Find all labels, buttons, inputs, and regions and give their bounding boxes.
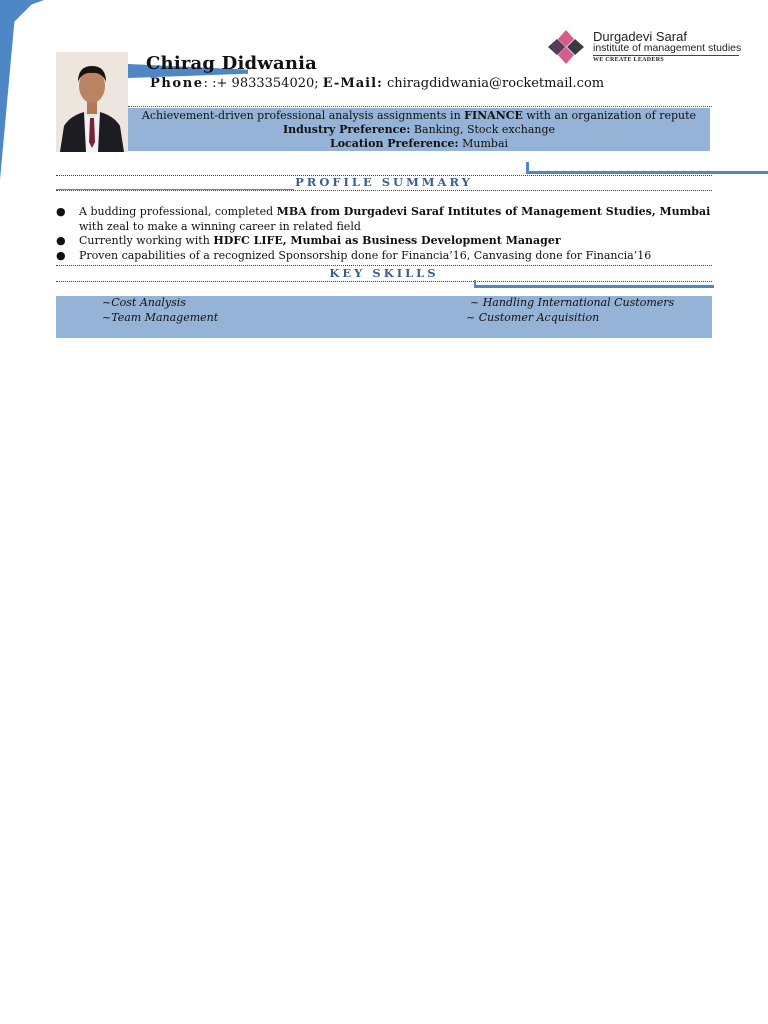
skill-item: ~Team Management	[102, 311, 219, 324]
bullet-icon: ●	[56, 248, 66, 262]
profile-summary-title: PROFILE SUMMARY	[295, 175, 473, 189]
industry-preference	[128, 123, 710, 136]
section-divider	[56, 281, 712, 282]
list-item	[56, 234, 716, 249]
logo-tagline: WE CREATE LEADERS	[593, 57, 665, 63]
institute-logo-icon	[548, 30, 584, 64]
bullet-icon: ●	[56, 205, 66, 218]
profile-photo	[56, 52, 128, 152]
contact-line	[150, 76, 604, 91]
skill-item: ~ Customer Acquisition	[466, 311, 600, 324]
email-label: E-Mail:	[322, 76, 383, 91]
section-accent-line	[474, 285, 714, 288]
section-accent-tick	[474, 280, 476, 288]
email-value: chiragdidwania@rocketmail.com	[386, 76, 605, 91]
section-accent-line	[56, 189, 294, 190]
list-item	[56, 205, 716, 234]
candidate-name: Chirag Didwania	[146, 53, 318, 74]
section-divider	[56, 190, 712, 191]
objective-line	[128, 109, 710, 122]
summary-highlight: MBA from Durgadevi Saraf Intitutes of Management Studies, Mumbai	[276, 205, 711, 218]
location-value: Mumbai	[458, 137, 509, 150]
objective-divider	[128, 106, 712, 107]
skill-item: ~ Handling International Customers	[470, 296, 675, 309]
summary-text-end: with zeal to make a winning career in related field	[79, 219, 361, 233]
objective-text-end: with an organization of repute	[522, 109, 697, 122]
profile-summary-list	[56, 205, 716, 263]
person-portrait-icon	[56, 52, 128, 152]
industry-label: Industry Preference:	[282, 123, 411, 136]
corner-decoration	[0, 0, 36, 180]
accent-tick-horizontal	[526, 171, 768, 174]
location-label: Location Preference:	[329, 137, 459, 150]
logo-subtitle: institute of management studies	[593, 42, 742, 54]
key-skills-title: KEY SKILLS	[329, 266, 439, 280]
objective-text: Achievement-driven professional analysis assignments in	[141, 109, 465, 122]
list-item	[56, 249, 716, 264]
bullet-icon: ●	[56, 234, 66, 247]
summary-text: Proven capabilities of a recognized Sponsorship done for Financia’16, Canvasing done for Financia’16	[79, 248, 652, 262]
skill-item: ~Cost Analysis	[102, 296, 186, 309]
phone-label: Phone	[150, 76, 204, 91]
location-preference	[128, 137, 710, 150]
summary-text: A budding professional, completed	[79, 205, 277, 218]
logo-divider	[593, 55, 739, 56]
summary-highlight: HDFC LIFE, Mumbai as Business Development Manager	[213, 234, 561, 247]
objective-highlight: FINANCE	[464, 109, 523, 122]
summary-text: Currently working with	[79, 234, 214, 247]
phone-value: : :+ 9833354020;	[203, 76, 319, 91]
logo-name: Durgadevi Saraf	[593, 29, 687, 44]
industry-value: Banking, Stock exchange	[410, 123, 556, 136]
